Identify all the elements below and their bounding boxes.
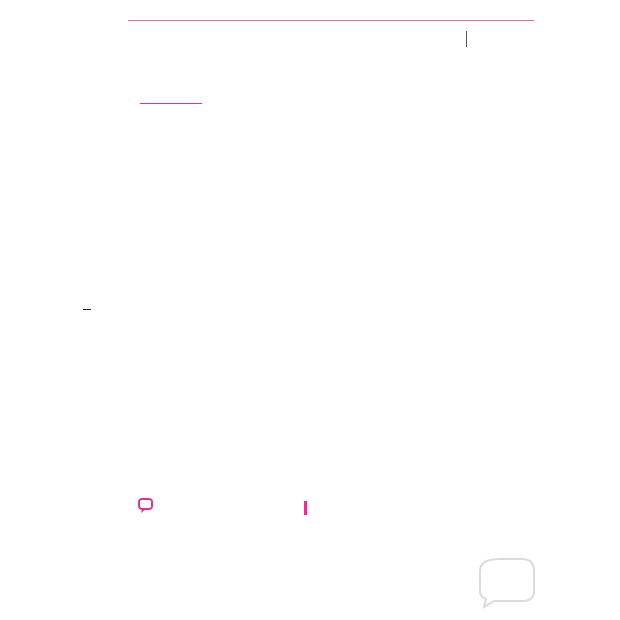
- header-rule: [128, 20, 534, 21]
- margin-mark: [83, 309, 91, 310]
- watermark-bubble-icon: [470, 553, 540, 609]
- watermark-logo: [470, 553, 540, 609]
- exercise-title-bar: [304, 501, 307, 515]
- header-divider: [466, 31, 467, 47]
- example-heading-underline: [140, 103, 202, 104]
- speech-bubble-icon: [138, 498, 154, 514]
